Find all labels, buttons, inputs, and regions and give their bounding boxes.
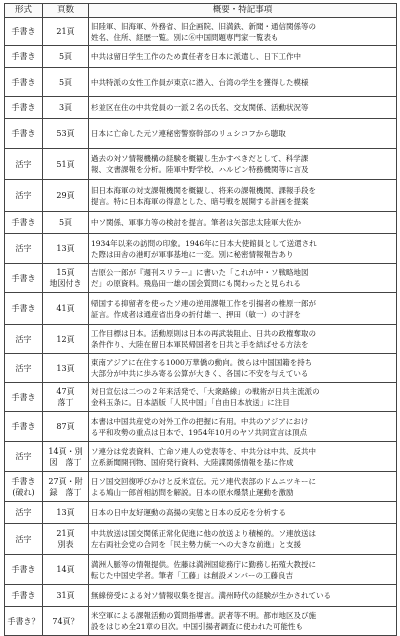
table-row [5,119,397,149]
summary-cell-line: 条件作り、大陸在留日本軍民帰国者を日共と手を結ばせる方法を [91,340,309,349]
table-row [5,18,397,46]
pages-cell [43,555,89,585]
pages-cell-line: 落丁 [57,398,74,407]
format-cell [5,149,43,180]
summary-cell-line: 提言。特に日本海軍の得意とした、暗号戦を展開する計画を提案 [91,196,309,206]
format-cell-line: (破れ) [12,487,35,497]
summary-cell-line: 旧日本海軍の対支課報機関を概観し、将来の課報機関、課報手段を [91,185,316,195]
summary-cell-line: る平和攻勢の重点は日本で、1954年10月のヤソ共同宣言は頂点 [91,427,307,437]
table-row [5,264,397,293]
pages-cell [43,325,89,354]
format-cell-line: 活字 [15,508,32,517]
summary-cell-line: 日本の日中友好運動の高揚の実態と日本の反応を分析する [91,508,286,517]
table-row [5,325,397,354]
summary-cell [89,325,397,354]
summary-cell-line: 立系新聞開刊物、国府発行資料、大陸諜関係情報を基に作成 [91,457,294,467]
summary-cell-line: 杉並区在住の中共党員の一派２名の氏名、交友関係、活動状況等 [91,103,309,112]
format-cell-line: 活字 [15,244,32,253]
summary-cell-line: 満洲人脈等の情報提供。佐藤は満洲国総務庁に勤務し拓殖大教授に [91,559,316,569]
table-row [5,383,397,412]
format-cell-line: 活字 [15,334,32,344]
format-cell-line: 活字 [15,159,32,169]
summary-cell [89,18,397,46]
summary-cell-line: 姓名、住所、経歴一覧。別に⑥中国問題専門家一覧表も [91,32,279,42]
format-cell [5,46,43,68]
summary-cell [89,293,397,325]
pages-cell-line: 29頁 [56,191,75,200]
summary-cell [89,97,397,119]
summary-cell [89,264,397,293]
summary-cell-line: 日本に亡命した元ソ連秘密警察幹部のリュシコフから聴取 [91,129,286,138]
summary-cell [89,607,397,636]
pages-cell-line: 87頁 [56,422,75,431]
pages-column-header: 頁数 [43,4,89,18]
summary-cell-line: 東南アジアに在住する1000万華僑の動向。彼らは中国国籍を持ち [91,358,313,367]
table-row [5,442,397,472]
pages-cell-line: 12頁 [56,334,75,344]
format-cell [5,412,43,442]
pages-cell [43,412,89,442]
pages-cell-line: 録 落丁 [49,487,82,497]
pages-cell-line: 51頁 [56,159,75,169]
format-cell-line: 活字 [15,534,32,544]
pages-cell [43,524,89,555]
format-cell [5,212,43,234]
pages-cell [43,46,89,68]
summary-cell-line: 米空軍による課報活動の質問指導書。訳者等不明。都市地区及び施 [91,611,316,620]
format-cell [5,119,43,149]
format-cell-line: 手書き [11,273,36,283]
table-row [5,585,397,607]
format-cell [5,68,43,97]
format-cell [5,383,43,412]
summary-cell-line: だ」の原資料。飛島田一雄の国会質問にも関わったと見られる [91,279,301,288]
pages-cell [43,354,89,383]
format-cell-line: 手書き [11,591,36,600]
table-row [5,524,397,555]
format-cell-line: 手書き [11,565,36,574]
pages-cell-line: 74頁？ [52,616,79,626]
summary-cell [89,68,397,97]
summary-cell-line: 過去の対ソ情報機構の経験を概観し生かすべきだとして、科学課 [91,154,309,163]
table-row [5,555,397,585]
pages-cell [43,585,89,607]
format-cell [5,180,43,212]
pages-cell-line: 47頁 [56,387,75,396]
summary-cell-line: 中共特派の女性工作員が東京に潜入、台湾の学生を獲得した模様 [91,77,309,87]
format-cell-line: 手書き [11,218,36,227]
table-row [5,293,397,325]
summary-cell-line: 中ソ関係、軍事力等の検討を提言。筆者は矢部忠太陸軍大佐か [91,218,301,227]
summary-cell-line: 対日宣伝は二つの２年来活発で、「大衆路線」の戦術が日共主流派の [91,387,320,396]
summary-cell-line: 帰国する抑留者を使ったソ連の逆用課報工作を引揚者の椎原一郎が [91,298,316,308]
pages-cell-line: 14頁・別 [48,446,83,456]
pages-cell-line: 14頁 [56,565,75,574]
pages-cell-line: 13頁 [56,244,75,253]
header-row [5,4,397,18]
summary-cell-line: よる鳩山一郎首相訪問を解説。日本の原水爆禁止運動を激励 [91,487,294,497]
summary-cell-line: 無線傍受による対ソ情報収集を提言。満州時代の経験が生かされている [91,591,331,600]
format-cell-line: 活字 [15,452,32,461]
format-cell [5,354,43,383]
pages-cell-line: 13頁 [56,508,75,517]
summary-cell [89,442,397,472]
format-cell-line: 手書き [11,129,36,138]
summary-cell [89,383,397,412]
table-row [5,607,397,636]
table-row [5,234,397,264]
format-column-header: 形式 [5,4,43,18]
summary-cell [89,149,397,180]
format-cell-line: 手書き [11,52,36,61]
format-cell [5,442,43,472]
pages-cell-line: 13頁 [56,363,75,373]
document-table [4,3,397,636]
pages-cell [43,212,89,234]
pages-cell-line: 5頁 [58,52,73,61]
pages-cell-line: 21頁 [56,529,75,538]
pages-cell-line: 15頁 [56,268,75,277]
summary-cell-line: 証言。作成者は通産省出身の折付雄一、押田（敏一）の寸評を [91,309,301,319]
pages-cell-line: 41頁 [56,304,75,313]
format-cell-line: 活字 [15,191,32,200]
format-cell [5,264,43,293]
summary-cell-line: 左右両社会党の合同を「民主勢力統一への大きな前進」と支援 [91,540,301,549]
format-cell-line: 手書き [11,103,36,112]
summary-cell-line: 吉原公一郎が『週刊スリラー』に書いた「これが中・ソ戦略地図 [91,268,309,277]
format-cell [5,585,43,607]
summary-cell-line: た際は田舎の港町が軍事基地に一変。別に秘密情報報告あり [91,249,294,259]
format-cell [5,234,43,264]
summary-cell [89,180,397,212]
summary-cell-line: 中共放送は国交関係正常化促進に他の放送より積極的。ソ連放送は [91,529,316,538]
pages-cell-line: 地図付き [49,279,82,288]
summary-cell-line: 工作目標は日本。活動原則は日本の再武装阻止、日共の政権奪取の [91,329,316,338]
pages-cell [43,502,89,524]
table-row [5,412,397,442]
summary-cell [89,412,397,442]
pages-cell-line: 27頁・附 [48,476,83,486]
format-cell [5,97,43,119]
summary-cell [89,212,397,234]
format-cell [5,293,43,325]
table-row [5,180,397,212]
summary-cell-line: 日ソ国交回復呼びかけと反米宣伝。元ソ連代表部のドムニツキーに [91,476,316,486]
pages-cell-line: 53頁 [56,129,75,138]
table-row [5,472,397,502]
pages-cell [43,18,89,46]
pages-cell-line: 21頁 [56,27,75,36]
pages-cell [43,119,89,149]
summary-cell [89,524,397,555]
summary-cell [89,354,397,383]
summary-cell-line: 金科玉条に。日本語版「人民中国」「自由日本放送」に注目 [91,398,290,407]
format-cell [5,555,43,585]
summary-cell-line: 設をはじめ全21章の目次。中国引揚者調査に使われた可能性も [91,622,304,631]
format-cell-line: 活字 [15,363,32,373]
pages-cell [43,293,89,325]
pages-cell-line: 3頁 [58,103,73,112]
format-cell [5,502,43,524]
table-row [5,149,397,180]
summary-cell-line: 報、文書課報を分析。陸軍中野学校、ハルピン特務機関等に言及 [91,165,309,174]
summary-column-header: 概要・特記事項 [89,4,397,18]
summary-cell-line: 中共は留日学生工作のため責任者を日本に派遣し、日下工作中 [91,52,301,61]
format-cell [5,524,43,555]
pages-cell [43,149,89,180]
format-cell-line: 手書き [11,27,36,36]
pages-cell [43,68,89,97]
pages-cell-line: 図 落丁 [49,457,82,467]
summary-cell [89,234,397,264]
summary-cell-line: 本書は中国共産党の対外工作の把握に有用。中共のアジアにおけ [91,416,309,426]
table-row [5,46,397,68]
table-row [5,354,397,383]
pages-cell-line: 5頁 [58,218,73,227]
format-cell-line: 手書き [11,304,36,313]
format-cell [5,607,43,636]
pages-cell-line: 5頁 [58,77,73,87]
format-cell-line: 手書き [11,422,36,431]
pages-cell [43,180,89,212]
summary-cell [89,502,397,524]
format-cell [5,325,43,354]
pages-cell [43,472,89,502]
summary-cell-line: 転じた中国史学者。筆者「工藤」は創設メンバーの工藤良吉 [91,570,293,580]
format-cell-line: 手書き [11,392,36,402]
format-cell-line: 手書き？ [7,616,40,626]
table-row [5,97,397,119]
summary-cell [89,119,397,149]
summary-cell [89,46,397,68]
summary-cell [89,555,397,585]
summary-cell-line: 1934年以来の訪問の印象。1946年に日本大使館員として送還され [91,238,317,248]
format-cell [5,472,43,502]
pages-cell [43,607,89,636]
pages-cell [43,383,89,412]
pages-cell [43,442,89,472]
pages-cell [43,264,89,293]
format-cell-line: 手書き [11,77,36,87]
summary-cell-line: 大部分が中共に歩み寄る公算が大きく、各国に不安を与えている [91,369,309,378]
table-row [5,502,397,524]
summary-cell [89,585,397,607]
pages-cell-line: 31頁 [56,591,75,600]
table-row [5,68,397,97]
summary-cell-line: ソ連分は党表資料、亡命ソ連人の党表等を、中共分は中共、反共中 [91,446,316,456]
format-cell [5,18,43,46]
pages-cell [43,97,89,119]
format-cell-line: 手書き [11,476,36,486]
summary-cell-line: 旧陸軍、旧海軍、外務省、旧企画院、旧満鉄、新聞・通信関係等の [91,21,316,31]
table-row [5,212,397,234]
summary-cell [89,472,397,502]
pages-cell-line: 別表 [57,540,74,549]
pages-cell [43,234,89,264]
